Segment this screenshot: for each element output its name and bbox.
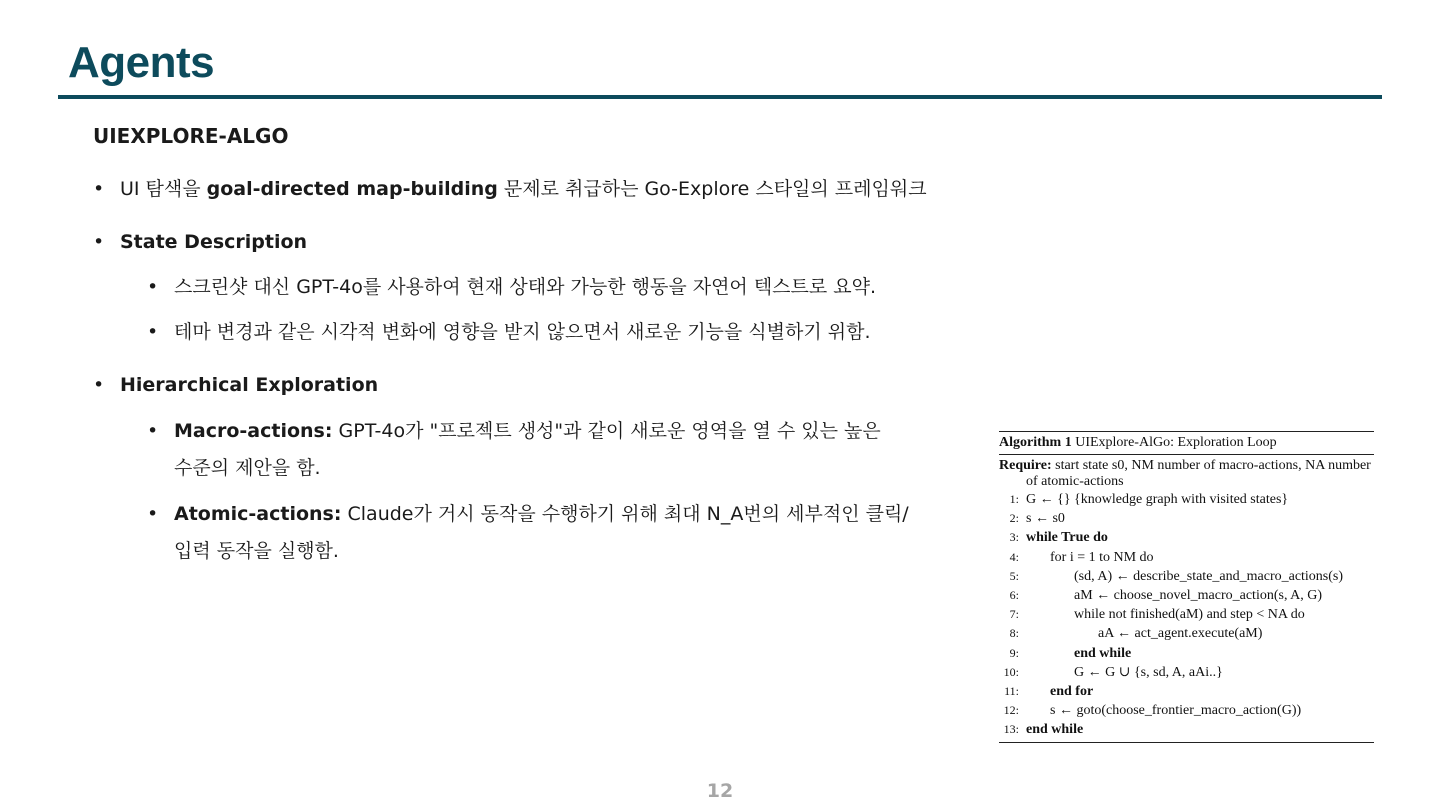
bullet-framework (93, 171, 927, 208)
line-number: 12: (1003, 703, 1019, 718)
section-title: UIEXPLORE-ALGO (93, 124, 289, 148)
algorithm-caption-label: Algorithm 1 (999, 435, 1072, 450)
line-number: 6: (1009, 587, 1019, 602)
line-number: 8: (1009, 626, 1019, 641)
line-code: end while (1074, 645, 1132, 661)
line-number: 10: (1003, 664, 1019, 679)
algorithm-box (999, 431, 1374, 743)
algorithm-require-label: Require: (999, 458, 1052, 473)
algorithm-caption (999, 432, 1374, 455)
algorithm-require (999, 458, 1374, 490)
atomic-actions-text-1: Claude가 거시 동작을 수행하기 위해 최대 N_A번의 세부적인 클릭/ (341, 503, 909, 525)
bullet-dot: • (93, 374, 105, 396)
line-number: 2: (1009, 511, 1019, 526)
macro-actions-label: Macro-actions: (174, 420, 333, 442)
line-number: 13: (1003, 722, 1019, 737)
line-code: (sd, A) ← describe_state_and_macro_actions(s) (1074, 568, 1344, 584)
line-code: end for (1050, 683, 1094, 699)
bullet-dot: • (147, 420, 159, 442)
line-number: 7: (1009, 607, 1019, 622)
macro-actions-text-1: GPT-4o가 "프로젝트 생성"과 같이 새로운 영역을 열 수 있는 높은 (332, 420, 881, 442)
bullet-macro-actions (147, 413, 881, 487)
line-number: 9: (1009, 645, 1019, 660)
bullet-framework-pre: UI 탐색을 (120, 178, 207, 200)
algorithm-line (999, 624, 1374, 643)
line-code: s ← goto(choose_frontier_macro_action(G)) (1050, 703, 1302, 719)
line-code: G ← G ∪ {s, sd, A, aAi..} (1074, 664, 1223, 680)
atomic-actions-text-2: 입력 동작을 실행함. (174, 540, 339, 562)
line-code: s ← s0 (1026, 511, 1065, 527)
line-code: G ← {} {knowledge graph with visited states} (1026, 492, 1289, 507)
bullet-atomic-actions (147, 496, 909, 570)
bullet-dot: • (147, 503, 159, 525)
line-number: 4: (1009, 549, 1019, 564)
algorithm-line (999, 605, 1374, 624)
bullet-dot: • (147, 276, 159, 298)
bullet-state-summary-text: 스크린샷 대신 GPT-4o를 사용하여 현재 상태와 가능한 행동을 자연어 텍스트로 요약. (174, 276, 877, 298)
page-number: 12 (706, 780, 734, 802)
algorithm-line (999, 567, 1374, 586)
line-code: for i = 1 to NM do (1050, 549, 1154, 565)
algorithm-line (999, 663, 1374, 682)
algorithm-require-text: start state s0, NM number of macro-actions, NA number of atomic-actions (1026, 458, 1371, 489)
algorithm-line (999, 528, 1374, 547)
line-code: while True do (1026, 530, 1108, 546)
bullet-dot: • (93, 178, 105, 200)
line-code: while not finished(aM) and step < NA do (1074, 607, 1305, 623)
bullet-hierarchical-exploration (93, 367, 379, 404)
bullet-framework-post: 문제로 취급하는 Go-Explore 스타일의 프레임워크 (497, 178, 927, 200)
slide-title: Agents (68, 38, 215, 87)
algorithm-line (999, 644, 1374, 663)
bullet-state-purpose (147, 314, 871, 351)
algorithm-line (999, 548, 1374, 567)
atomic-actions-label: Atomic-actions: (174, 503, 342, 525)
algorithm-line (999, 682, 1374, 701)
bullet-hierarchical-label: Hierarchical Exploration (120, 374, 379, 396)
line-number: 3: (1009, 530, 1019, 545)
line-code: end while (1026, 722, 1084, 738)
bullet-dot: • (147, 321, 159, 343)
bullet-dot: • (93, 231, 105, 253)
algorithm-caption-name: UIExplore-AlGo: Exploration Loop (1075, 435, 1277, 450)
algorithm-line (999, 586, 1374, 605)
bullet-state-summary (147, 269, 877, 306)
bullet-state-description (93, 224, 308, 261)
bullet-state-purpose-text: 테마 변경과 같은 시각적 변화에 영향을 받지 않으면서 새로운 기능을 식별하기 위함. (174, 321, 871, 343)
bullet-framework-bold: goal-directed map-building (206, 178, 498, 200)
line-number: 11: (1004, 683, 1019, 698)
title-divider (58, 95, 1382, 99)
macro-actions-text-2: 수준의 제안을 함. (174, 457, 321, 479)
line-code: aA ← act_agent.execute(aM) (1098, 626, 1263, 642)
bullet-state-description-label: State Description (120, 231, 308, 253)
algorithm-line (999, 720, 1374, 739)
algorithm-line (999, 509, 1374, 528)
line-code: aM ← choose_novel_macro_action(s, A, G) (1074, 587, 1323, 603)
line-number: 5: (1009, 568, 1019, 583)
algorithm-body (999, 455, 1374, 743)
line-number: 1: (1009, 492, 1019, 506)
algorithm-line (999, 701, 1374, 720)
algorithm-line (999, 490, 1374, 509)
